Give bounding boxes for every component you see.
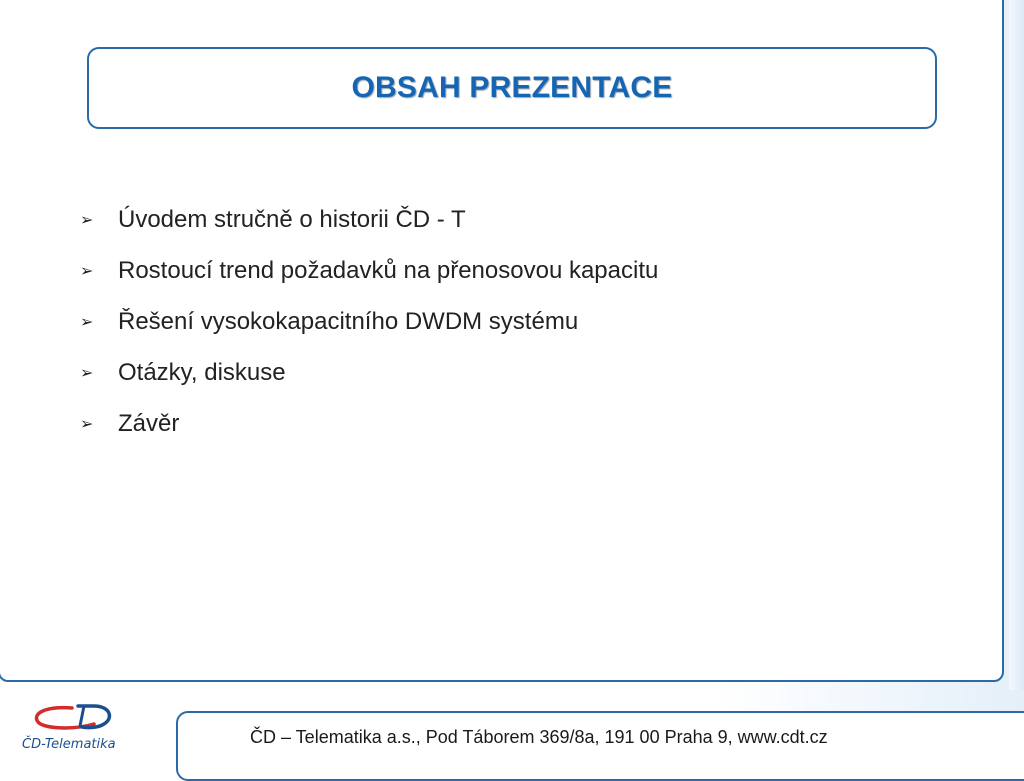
bullet-item — [80, 245, 658, 296]
arrow-bullet-icon: ➢ — [80, 414, 94, 433]
bullet-item — [80, 296, 658, 347]
bullet-text: Závěr — [118, 409, 180, 437]
bullet-item — [80, 194, 658, 245]
title-box — [87, 47, 937, 129]
arrow-bullet-icon: ➢ — [80, 210, 94, 229]
bullet-text: Řešení vysokokapacitního DWDM systému — [118, 307, 579, 335]
slide-title: OBSAH PREZENTACE — [351, 71, 673, 104]
bullet-item — [80, 347, 658, 398]
cd-telematika-logo-icon — [14, 700, 154, 740]
bullet-item — [80, 398, 658, 449]
arrow-bullet-icon: ➢ — [80, 312, 94, 331]
arrow-bullet-icon: ➢ — [80, 261, 94, 280]
bullet-text: Otázky, diskuse — [118, 358, 286, 386]
bullet-text: Úvodem stručně o historii ČD - T — [118, 205, 466, 233]
right-decor-strip — [1009, 0, 1024, 690]
bullet-text: Rostoucí trend požadavků na přenosovou kapacitu — [118, 256, 659, 284]
logo-text: ČD-Telematika — [22, 737, 116, 752]
company-logo — [14, 700, 154, 760]
arrow-bullet-icon: ➢ — [80, 363, 94, 382]
footer-company-line: ČD – Telematika a.s., Pod Táborem 369/8a, 191 00 Praha 9, www.cdt.cz — [250, 727, 828, 747]
bullet-list — [80, 194, 658, 449]
